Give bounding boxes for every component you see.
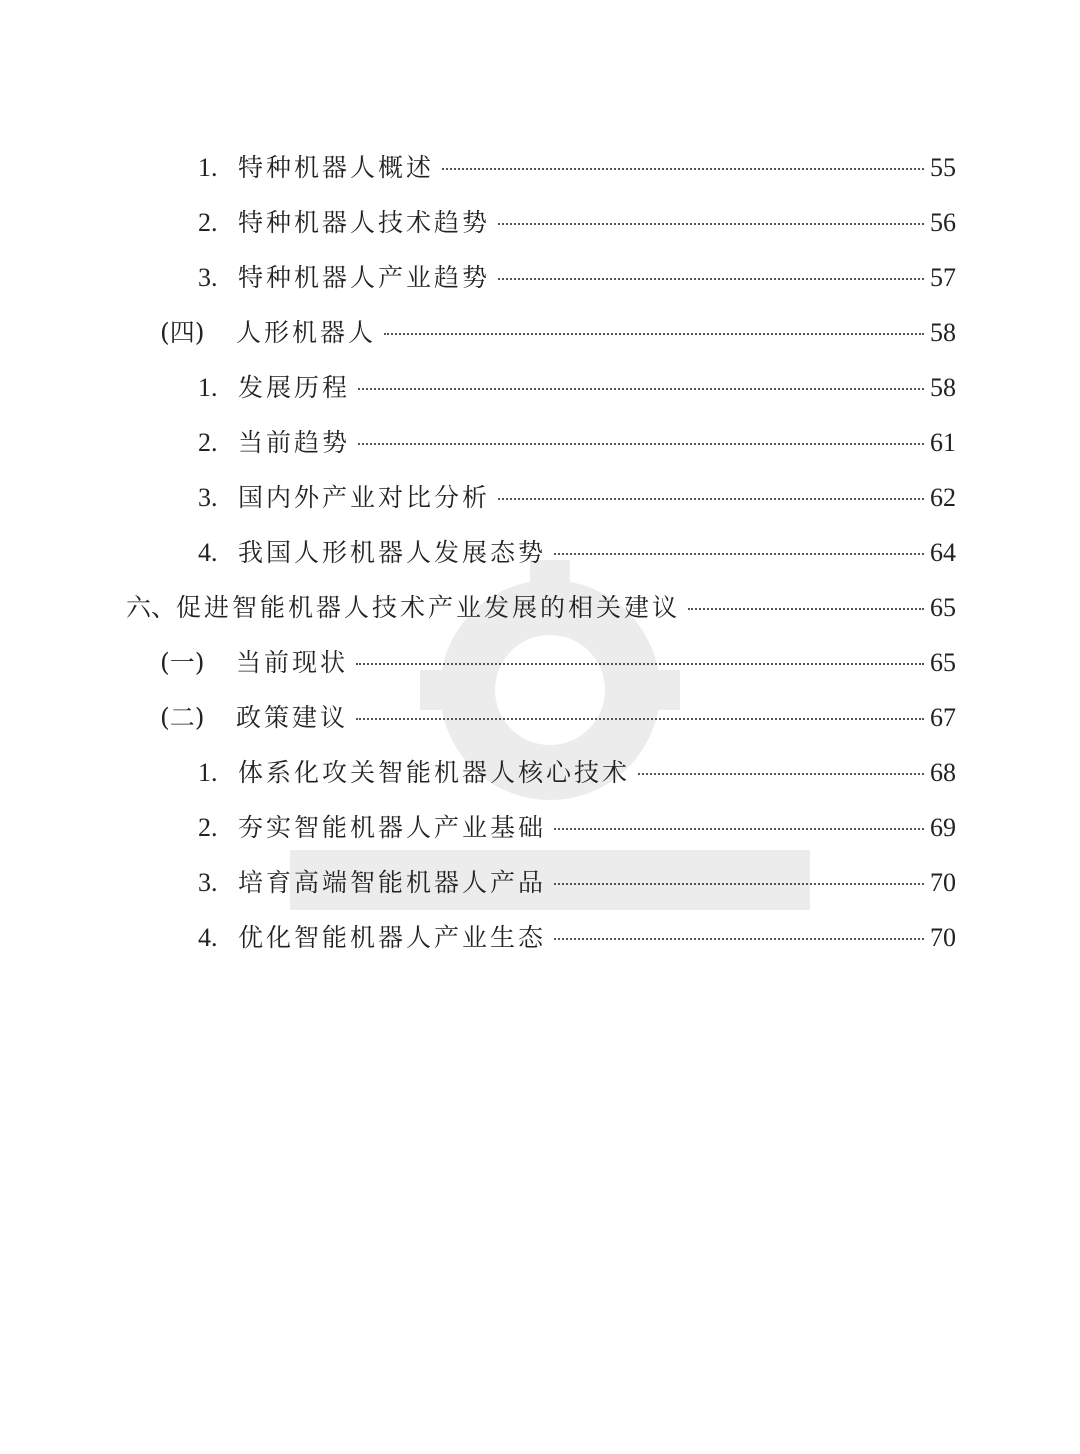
toc-entry-number: 3.: [198, 483, 218, 512]
toc-entry[interactable]: [126, 588, 956, 628]
toc-dot-leader: [356, 718, 924, 720]
toc-entry-number: 2.: [198, 428, 218, 457]
toc-dot-leader: [356, 663, 924, 665]
toc-dot-leader: [554, 883, 924, 885]
toc-entry-number: 1.: [198, 758, 218, 787]
toc-entry[interactable]: [160, 313, 956, 353]
toc-entry-number: 2.: [198, 813, 218, 842]
toc-entry[interactable]: [198, 478, 956, 518]
toc-dot-leader: [688, 608, 924, 610]
toc-entry[interactable]: [198, 368, 956, 408]
toc-dot-leader: [638, 773, 924, 775]
toc-entry-title: 促进智能机器人技术产业发展的相关建议: [176, 593, 681, 622]
toc-dot-leader: [384, 333, 924, 335]
toc-entry[interactable]: [198, 863, 956, 903]
toc-entry[interactable]: [160, 698, 956, 738]
toc-entry-title: 国内外产业对比分析: [238, 483, 491, 512]
toc-entry-number: (二): [160, 703, 205, 732]
toc-entry-page: 57: [930, 263, 956, 292]
toc-entry-page: 56: [930, 208, 956, 237]
toc-entry-page: 68: [930, 758, 956, 787]
toc-entry-page: 64: [930, 538, 956, 567]
toc-entry-page: 65: [930, 648, 956, 677]
toc-entry-number: 1.: [198, 153, 218, 182]
toc-entry-page: 61: [930, 428, 956, 457]
toc-entry-title: 特种机器人产业趋势: [238, 263, 491, 292]
toc-entry-title: 培育高端智能机器人产品: [238, 868, 547, 897]
toc-entry[interactable]: [198, 203, 956, 243]
toc-entry[interactable]: [198, 918, 956, 958]
toc-entry-number: 1.: [198, 373, 218, 402]
toc-entry-number: (四): [160, 318, 205, 347]
toc-entry-page: 58: [930, 373, 956, 402]
toc-entry-title: 特种机器人概述: [238, 153, 435, 182]
toc-entry-title: 当前趋势: [238, 428, 351, 457]
toc-entry-page: 67: [930, 703, 956, 732]
toc-entry-title: 夯实智能机器人产业基础: [238, 813, 547, 842]
toc-entry[interactable]: [198, 258, 956, 298]
toc-dot-leader: [358, 443, 924, 445]
toc-entry-number: 2.: [198, 208, 218, 237]
toc-entry-title: 我国人形机器人发展态势: [238, 538, 547, 567]
toc-entry-title: 人形机器人: [236, 318, 377, 347]
toc-entry-number: (一): [160, 648, 205, 677]
toc-dot-leader: [498, 223, 924, 225]
toc-entry-page: 65: [930, 593, 956, 622]
toc-entry-title: 当前现状: [236, 648, 349, 677]
toc-dot-leader: [554, 938, 924, 940]
toc-entry[interactable]: [198, 423, 956, 463]
toc-entry-title: 特种机器人技术趋势: [238, 208, 491, 237]
toc-dot-leader: [554, 553, 924, 555]
toc-entry[interactable]: [198, 753, 956, 793]
toc-dot-leader: [498, 278, 924, 280]
toc-entry-page: 69: [930, 813, 956, 842]
toc-dot-leader: [554, 828, 924, 830]
toc-entry[interactable]: [198, 808, 956, 848]
toc-dot-leader: [498, 498, 924, 500]
toc-entry-number: 3.: [198, 263, 218, 292]
toc-entry-page: 70: [930, 923, 956, 952]
toc-entry-title: 政策建议: [236, 703, 349, 732]
toc-entry-page: 70: [930, 868, 956, 897]
toc-entry[interactable]: [198, 533, 956, 573]
toc-entry-number: 4.: [198, 538, 218, 567]
toc-entry-title: 优化智能机器人产业生态: [238, 923, 547, 952]
toc-entry-title: 发展历程: [238, 373, 351, 402]
toc-entry[interactable]: [160, 643, 956, 683]
toc-entry-number: 3.: [198, 868, 218, 897]
toc-dot-leader: [442, 168, 924, 170]
toc-entry-number: 六、: [126, 593, 177, 622]
toc-entry-page: 62: [930, 483, 956, 512]
toc-entry-number: 4.: [198, 923, 218, 952]
toc-entry-title: 体系化攻关智能机器人核心技术: [238, 758, 631, 787]
toc-dot-leader: [358, 388, 924, 390]
toc-entry[interactable]: [198, 148, 956, 188]
toc-entry-page: 55: [930, 153, 956, 182]
toc-entry-page: 58: [930, 318, 956, 347]
